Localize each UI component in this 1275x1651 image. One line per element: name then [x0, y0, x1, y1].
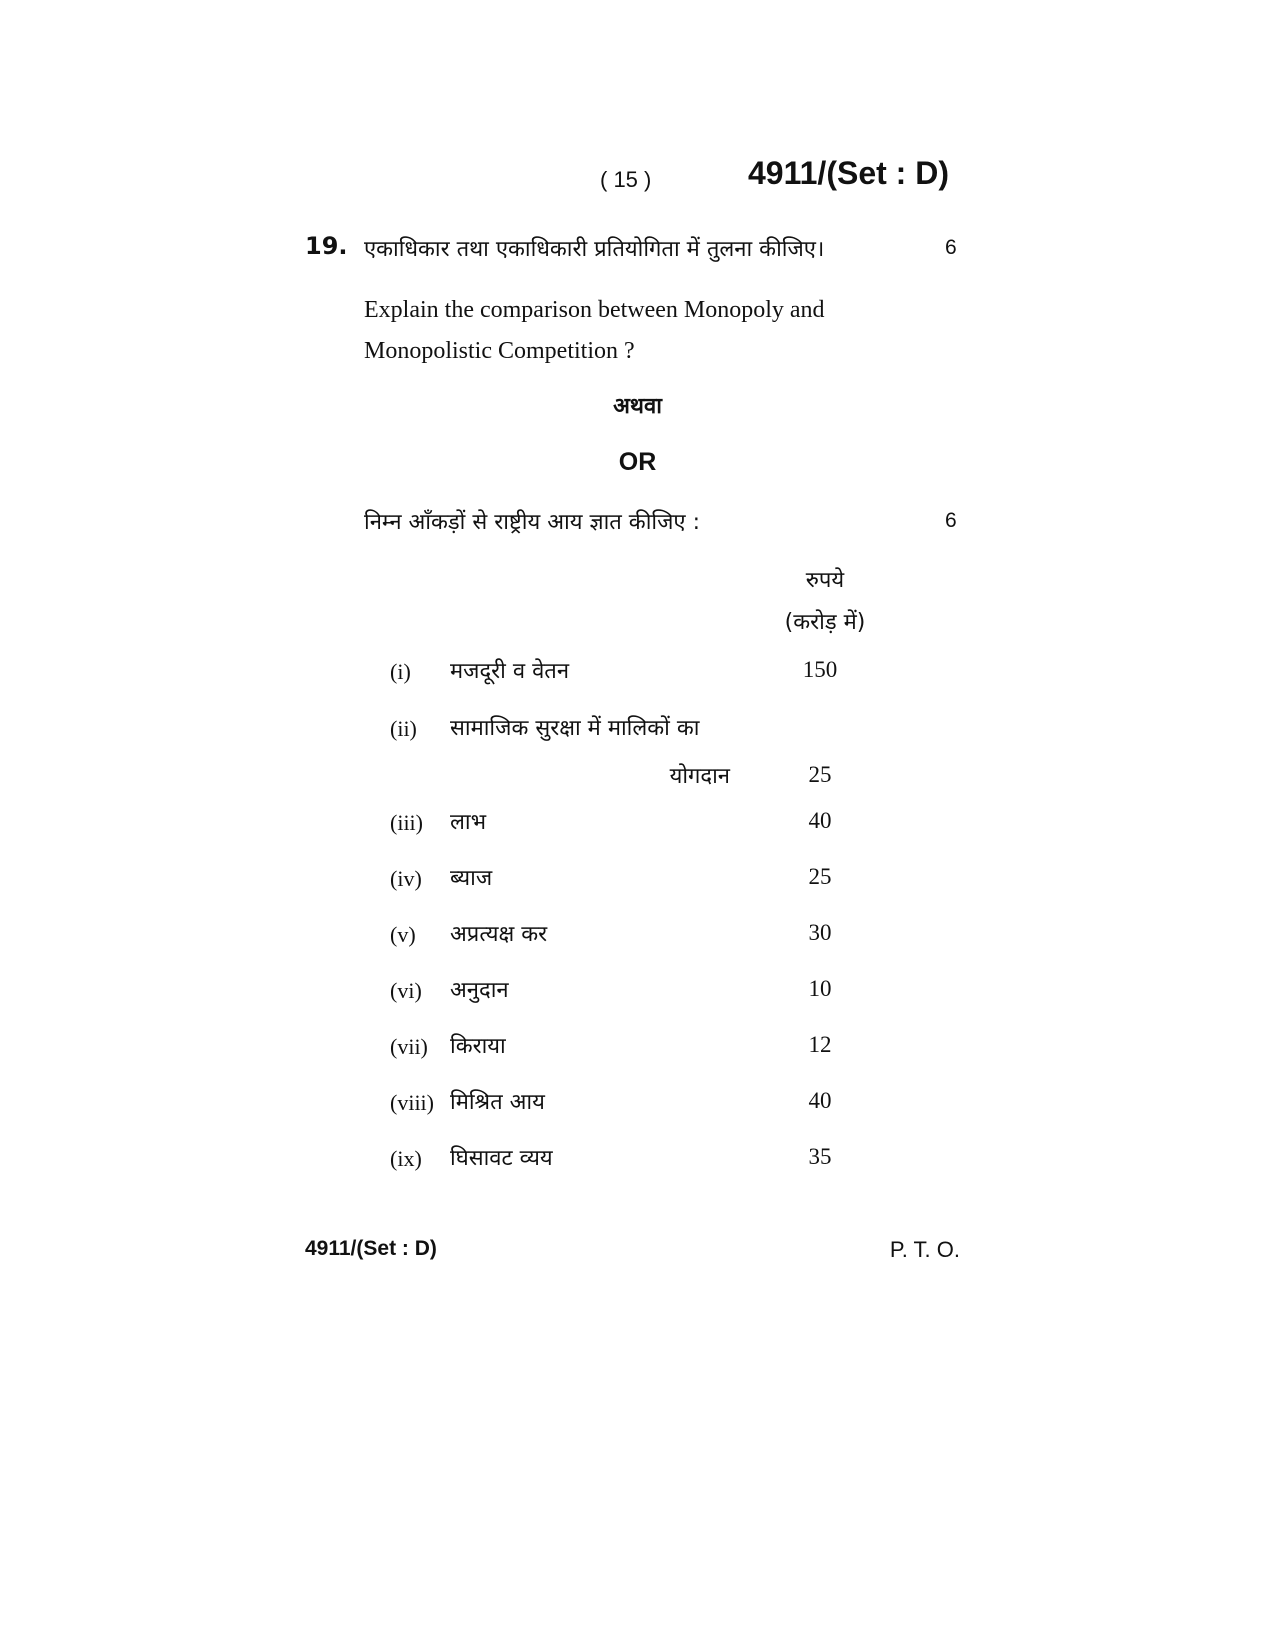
- row-roman: (iv): [390, 866, 422, 891]
- or-english: OR: [618, 448, 657, 476]
- question-english-line2: Monopolistic Competition ?: [364, 338, 635, 364]
- row-item-continuation: योगदान: [669, 764, 730, 789]
- row-roman: (iii): [390, 810, 423, 835]
- alternative-marks: 6: [945, 509, 957, 532]
- or-hindi: अथवा: [613, 394, 662, 419]
- row-roman: (ii): [390, 716, 417, 741]
- question-marks: 6: [945, 236, 957, 259]
- row-item: मजदूरी व वेतन: [450, 659, 570, 684]
- row-item: सामाजिक सुरक्षा में मालिकों का: [450, 716, 700, 741]
- row-item: मिश्रित आय: [450, 1090, 545, 1115]
- table-row: [390, 1142, 890, 1186]
- row-value: 30: [808, 920, 832, 945]
- table-row: [390, 806, 890, 850]
- row-item: अनुदान: [450, 978, 509, 1003]
- table-row: [390, 712, 890, 756]
- table-row: [390, 1086, 890, 1130]
- question-number: 19.: [305, 232, 348, 260]
- row-roman: (vi): [390, 978, 422, 1003]
- table-row: [390, 918, 890, 962]
- row-roman: (vii): [390, 1034, 428, 1059]
- paper-code-footer: 4911/(Set : D): [305, 1237, 437, 1260]
- row-value: 40: [808, 808, 832, 833]
- row-item: किराया: [450, 1034, 506, 1059]
- unit-label: [770, 560, 880, 644]
- row-value: 12: [808, 1032, 832, 1057]
- question-hindi: एकाधिकार तथा एकाधिकारी प्रतियोगिता में तुलना कीजिए।: [364, 237, 825, 262]
- row-value: 40: [808, 1088, 832, 1113]
- unit-line1: रुपये: [805, 568, 845, 593]
- row-item: ब्याज: [450, 866, 493, 891]
- row-roman: (ix): [390, 1146, 422, 1171]
- pto-label: P. T. O.: [889, 1237, 960, 1262]
- alternative-question-hindi: निम्न आँकड़ों से राष्ट्रीय आय ज्ञात कीजिए :: [364, 510, 700, 535]
- question-english: [364, 290, 960, 372]
- question-english-line1: Explain the comparison between Monopoly and: [364, 297, 825, 323]
- table-row: [390, 1030, 890, 1074]
- row-value: 25: [808, 864, 832, 889]
- row-roman: (v): [390, 922, 416, 947]
- row-value: 25: [808, 762, 832, 787]
- row-value: 150: [802, 657, 838, 682]
- unit-line2: (करोड़ में): [784, 610, 866, 635]
- row-value: 10: [808, 976, 832, 1001]
- row-roman: (viii): [390, 1090, 434, 1115]
- row-item: घिसावट व्यय: [450, 1146, 553, 1171]
- table-row-value: [390, 760, 890, 804]
- row-value: 35: [808, 1144, 832, 1169]
- table-row: [390, 655, 890, 699]
- paper-code-header: 4911/(Set : D): [748, 155, 949, 191]
- row-roman: (i): [390, 659, 411, 684]
- table-row: [390, 974, 890, 1018]
- row-item: अप्रत्यक्ष कर: [450, 922, 548, 947]
- table-row: [390, 862, 890, 906]
- page-number: ( 15 ): [600, 167, 652, 192]
- row-item: लाभ: [450, 810, 487, 835]
